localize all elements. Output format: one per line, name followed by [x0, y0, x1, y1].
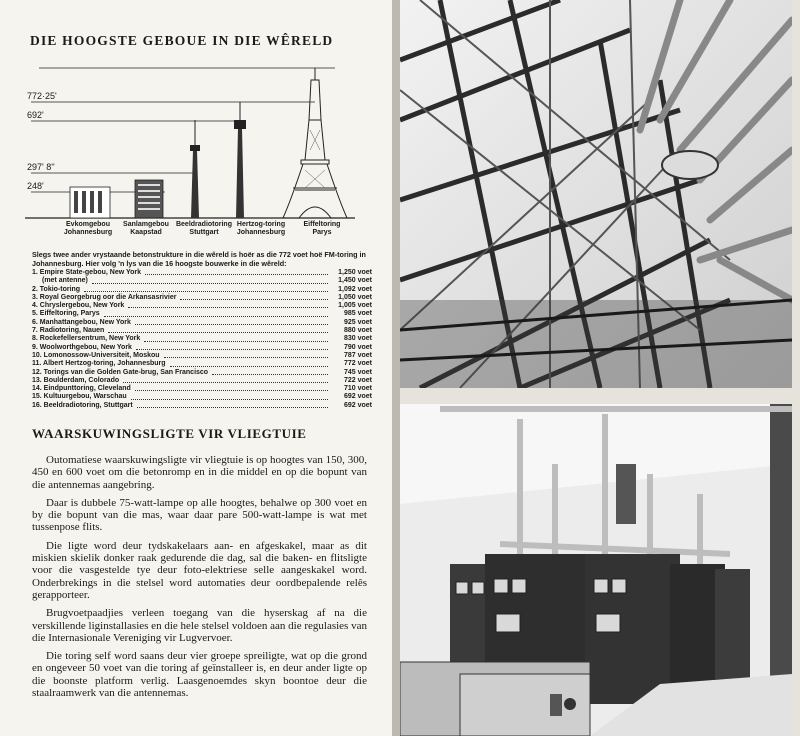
height-diagram-art: [25, 60, 385, 235]
building-label-hertzog: Hertzog-toring Johannesburg: [236, 221, 286, 236]
paragraph: Daar is dubbele 75-watt-lampe op alle hoogtes, behalwe op 300 voet en by die bopunt van die mas, waar daar pare 500-watt-lampe is wat met tussenpose flits.: [32, 496, 367, 534]
list-item: 3. Royal Georgebrug oor die Arkansasrivier 1,050 voet: [32, 293, 372, 301]
list-item: 1. Empire State-gebou, New York 1,250 voet: [32, 269, 372, 276]
paragraph: Brugvoetpaadjies verleen toegang van die hyserskag af na die verskillende liginstallasies en die hele stelsel voldoen aan die regulasies van die Internasionale Vereniging vir Lugvervoer.: [32, 607, 367, 644]
list-item: 5. Eiffeltoring, Parys 985 voet: [32, 310, 372, 318]
building-label-evkom: Evkomgebou Johannesburg: [63, 221, 113, 236]
list-item: 10. Lomonossow-Universiteit, Moskou 787 voet: [32, 351, 372, 359]
list-item: 8. Rockefellersentrum, New York 830 voet: [32, 335, 372, 343]
paragraph: Die toring self word saans deur vier groepe spreiligte, wat op die grond en ongeveer 50 voet van die toring af geïnstalleer is, en deur ander ligte op die boonste platform verlig. Laasgenoemdes skyn boontoe deur die staalraamwerk van die antennemas.: [32, 650, 367, 700]
list-item: 2. Tokio-toring 1,092 voet: [32, 285, 372, 293]
list-item: 13. Boulderdam, Colorado 722 voet: [32, 376, 372, 384]
height-label-772: 772·25': [27, 91, 57, 101]
building-label-sanlam: Sanlamgebou Kaapstad: [123, 221, 169, 236]
section-title: WAARSKUWINGSLIGTE VIR VLIEGTUIE: [32, 426, 307, 441]
height-label-297: 297' 8'': [27, 162, 55, 172]
ranking-list: [32, 269, 372, 410]
list-item: 15. Kultuurgebou, Warschau 692 voet: [32, 393, 372, 401]
list-item: (met antenne) 1,450 voet: [42, 277, 372, 285]
article-body: [32, 454, 367, 705]
list-item: 11. Albert Hertzog-toring, Johannesburg 772 voet: [32, 360, 372, 368]
equipment-room-image: [400, 404, 792, 736]
equipment-room-photo: [400, 404, 792, 736]
paragraph: Die ligte word deur tydskakelaars aan- en afgeskakel, maar as dit miskien skielik donker raak gedurende die dag, sal die baken- en flitsligte voor die vasgestelde tye deur foto-elektriese selle aangeskakel word. Onderbrekings in die stelsel word automaties deur oordbepalende relês gerapporteer.: [32, 539, 367, 601]
page-gutter: [392, 0, 400, 736]
list-item: 14. Eindpunttoring, Cleveland 710 voet: [32, 385, 372, 393]
list-item: 12. Torings van die Golden Gate-brug, San Francisco 745 voet: [32, 368, 372, 376]
left-page: [0, 0, 395, 736]
building-label-stuttgart: Beeldradiotoring Stuttgart: [175, 221, 232, 236]
list-item: 16. Beeldradiotoring, Stuttgart 692 voet: [32, 401, 372, 409]
list-item: 4. Chryslergebou, New York 1,005 voet: [32, 302, 372, 310]
list-item: 6. Manhattangebou, New York 925 voet: [32, 318, 372, 326]
building-label-eiffel: Eiffeltoring Parys: [303, 221, 341, 236]
list-item: 9. Woolworthgebou, New York 790 voet: [32, 343, 372, 351]
ranking-intro: Slegs twee ander vrystaande betonstrukture in die wêreld is hoër as die 772 voet hoë FM-toring in Johannesburg. Hier volg 'n lys van die 16 hoogste bouwerke in die wêreld:: [32, 250, 366, 268]
page-title: DIE HOOGSTE GEBOUE IN DIE WÊRELD: [30, 33, 334, 48]
steel-lattice-image: [400, 0, 792, 388]
steel-lattice-photo: [400, 0, 792, 388]
height-comparison-diagram: [25, 60, 385, 235]
height-label-692: 692': [27, 110, 44, 120]
paragraph: Outomatiese waarskuwingsligte vir vliegtuie is op hoogtes van 150, 300, 450 en 600 voet om die betonromp en in die middel en op die bopunt van die antennemas aangebring.: [32, 454, 367, 491]
list-item: 7. Radiotoring, Nauen 880 voet: [32, 327, 372, 335]
height-label-248: 248': [27, 181, 44, 191]
